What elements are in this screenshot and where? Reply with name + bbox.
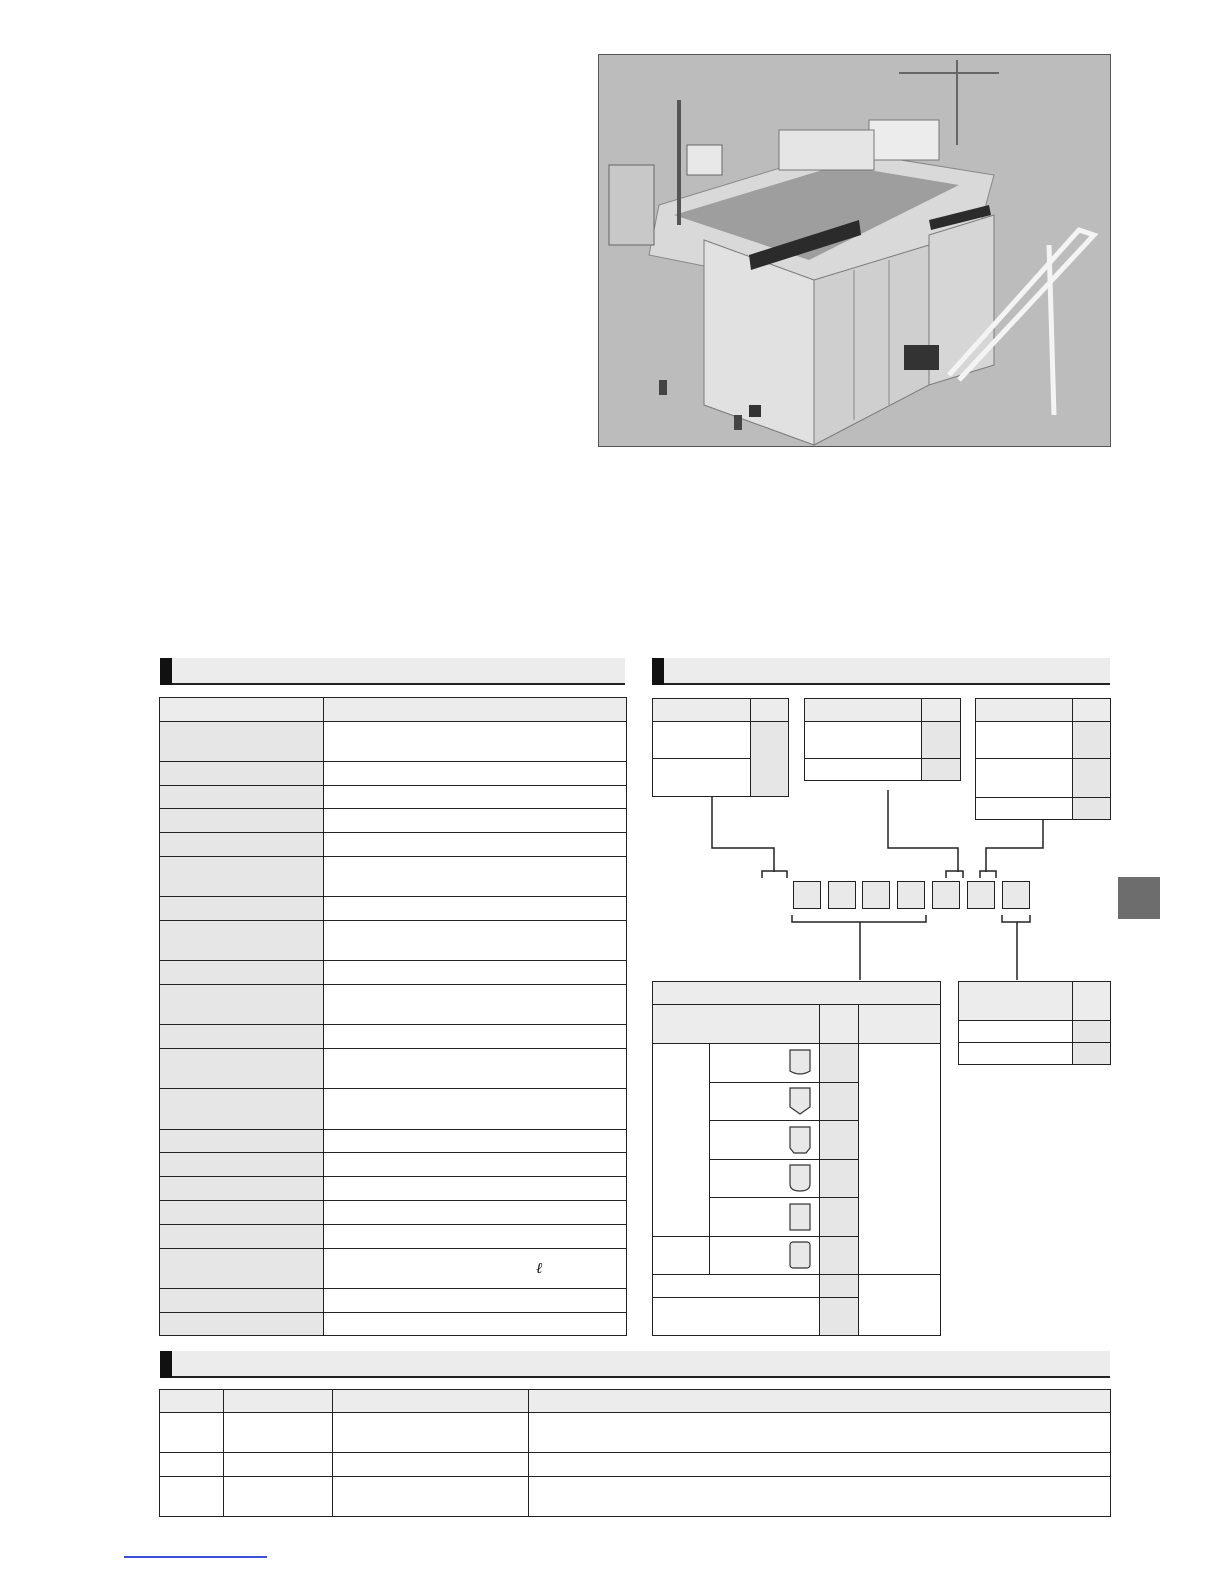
options-header xyxy=(160,1351,1110,1378)
options-table xyxy=(159,1389,1111,1517)
table-row xyxy=(160,1313,627,1336)
table-row xyxy=(160,1453,1111,1477)
table-row xyxy=(160,1249,627,1289)
table-row xyxy=(160,1289,627,1313)
chapter-tab xyxy=(1118,877,1160,919)
table-row xyxy=(160,1201,627,1225)
table-row xyxy=(805,699,961,722)
table-row xyxy=(160,1477,1111,1517)
model-breakdown-header xyxy=(652,658,1110,685)
specifications-table xyxy=(159,697,627,1336)
model-code-digit-2 xyxy=(828,881,856,909)
table-row xyxy=(160,897,627,921)
model-code-digit-6 xyxy=(967,881,995,909)
table-row xyxy=(805,759,961,781)
footer-link[interactable] xyxy=(124,1556,267,1558)
table-row xyxy=(959,1021,1111,1043)
pocket-round-icon xyxy=(789,1049,811,1077)
model-code-digit-3 xyxy=(862,881,890,909)
liter-symbol: ℓ xyxy=(536,1259,543,1277)
table-row xyxy=(160,1390,1111,1413)
pocket-chamfered-icon xyxy=(789,1126,811,1154)
model-code-digit-5 xyxy=(932,881,960,909)
pocket-shape-table xyxy=(652,981,941,1336)
table-row xyxy=(959,1043,1111,1065)
table-row xyxy=(160,1025,627,1049)
table-row xyxy=(160,1413,1111,1453)
pocket-rounded-square-icon xyxy=(789,1241,811,1269)
model-code-digit-7 xyxy=(1002,881,1030,909)
specifications-header xyxy=(160,658,625,685)
table-row xyxy=(160,698,627,722)
table-row xyxy=(160,809,627,833)
table-row xyxy=(653,982,941,1005)
code-table-1 xyxy=(652,698,789,797)
model-code-digit-4 xyxy=(897,881,925,909)
table-row xyxy=(653,1044,941,1083)
section-marker xyxy=(160,658,172,685)
table-row xyxy=(653,1005,941,1044)
table-row xyxy=(653,699,789,722)
table-row xyxy=(160,921,627,961)
table-row xyxy=(160,833,627,857)
section-marker xyxy=(160,1351,172,1378)
table-row xyxy=(976,699,1111,722)
table-row xyxy=(160,857,627,897)
table-row xyxy=(160,961,627,985)
product-photo xyxy=(598,54,1111,447)
code-table-4 xyxy=(958,981,1111,1065)
table-row xyxy=(160,762,627,786)
table-row xyxy=(160,1130,627,1153)
sewing-unit-illustration xyxy=(599,55,1111,447)
table-row xyxy=(160,722,627,762)
table-row xyxy=(160,985,627,1025)
pocket-curved-icon xyxy=(789,1164,811,1192)
table-row xyxy=(160,1225,627,1249)
table-row xyxy=(160,1089,627,1130)
table-row xyxy=(653,722,789,759)
table-row xyxy=(160,1177,627,1201)
pocket-square-icon xyxy=(789,1203,811,1231)
table-row xyxy=(805,722,961,759)
section-marker xyxy=(652,658,664,685)
model-code-digit-1 xyxy=(793,881,821,909)
pocket-pointed-icon xyxy=(789,1087,811,1115)
table-row xyxy=(160,786,627,809)
table-row xyxy=(160,1049,627,1089)
table-row xyxy=(653,1275,941,1298)
table-row xyxy=(160,1153,627,1177)
table-row xyxy=(959,982,1111,1021)
code-table-2 xyxy=(804,698,961,781)
table-row xyxy=(976,722,1111,759)
